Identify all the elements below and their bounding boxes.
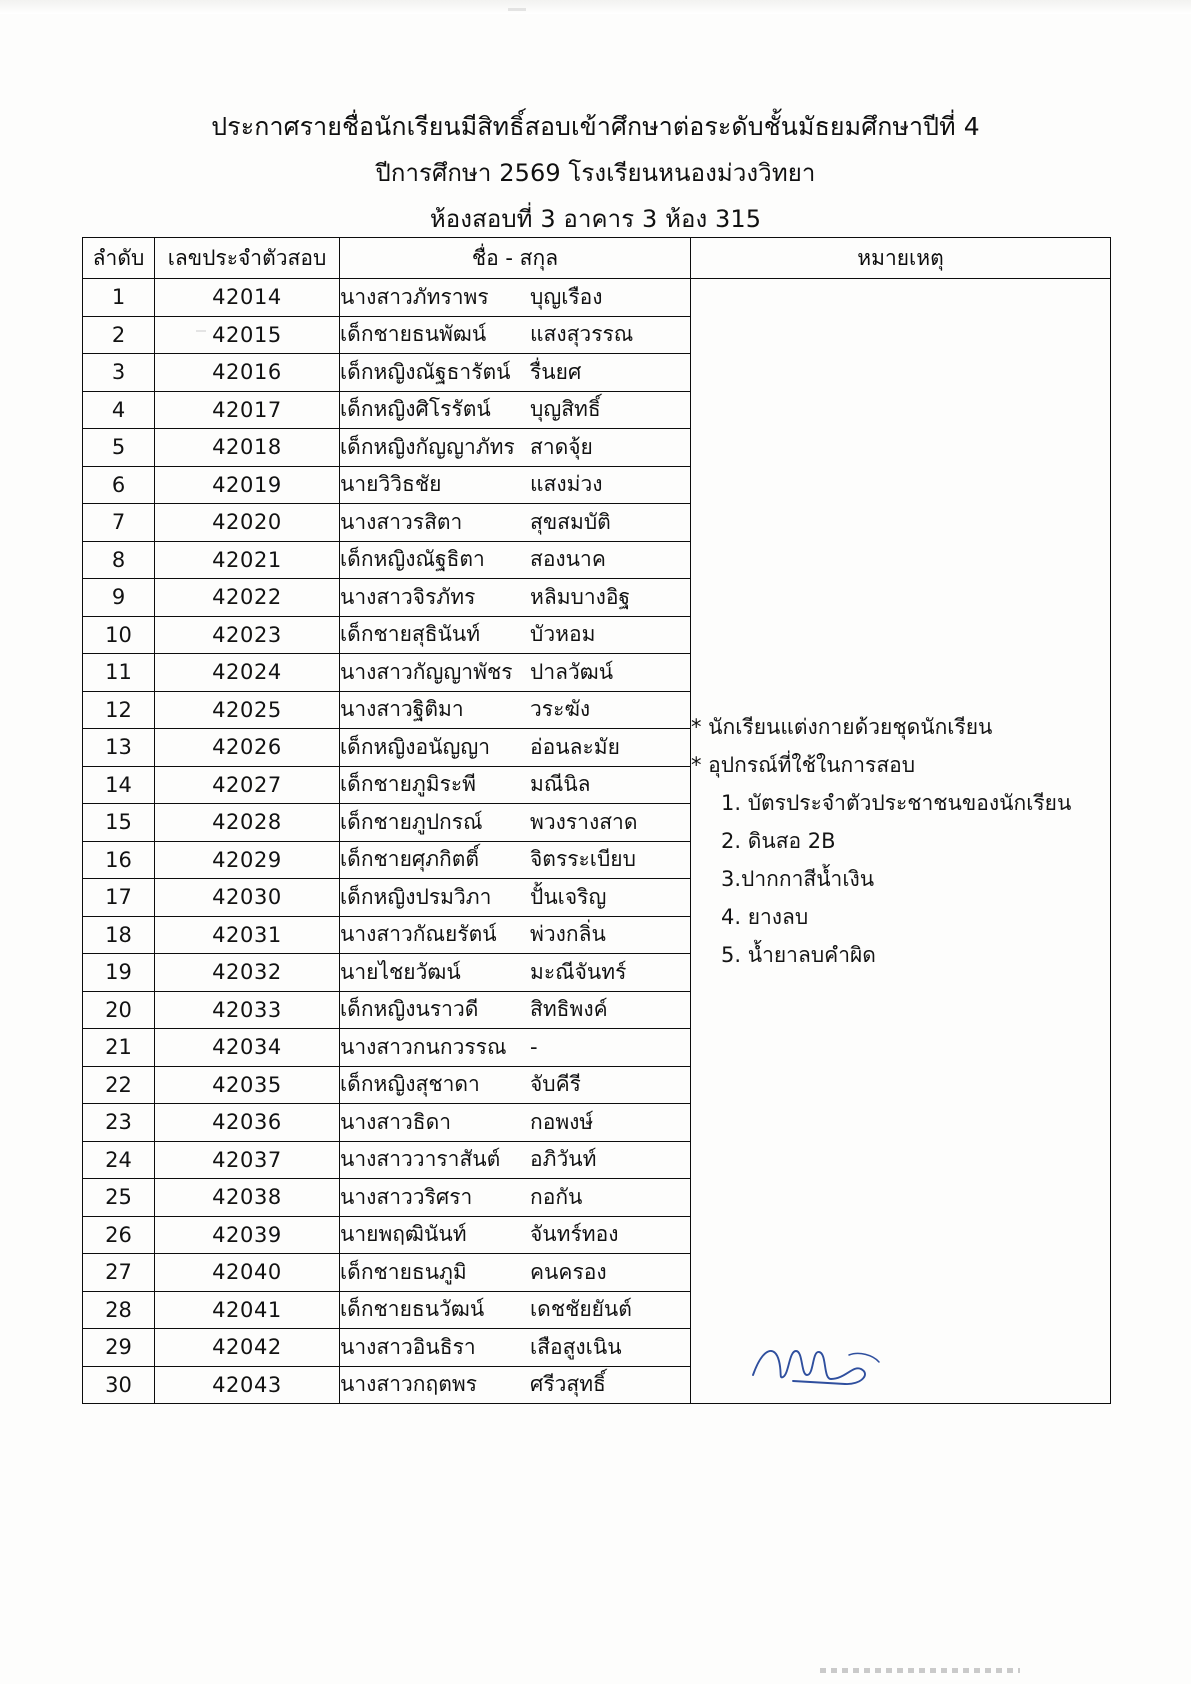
cell-exam-code: 42033 (155, 991, 340, 1029)
cell-row-number: 1 (83, 279, 155, 317)
cell-exam-code: 42023 (155, 616, 340, 654)
cell-student-name (340, 1216, 691, 1254)
cell-exam-code: 42027 (155, 766, 340, 804)
cell-row-number: 28 (83, 1291, 155, 1329)
student-family-name: กอกัน (530, 1184, 583, 1209)
student-given-name: เด็กชายสุธินันท์ (340, 622, 481, 647)
cell-row-number: 21 (83, 1029, 155, 1067)
student-family-name: จับคีรี (530, 1072, 581, 1097)
cell-exam-code: 42038 (155, 1179, 340, 1217)
student-family-name: อ่อนละมัย (530, 734, 620, 759)
roster-table (82, 237, 1111, 1404)
handwritten-signature (749, 1335, 899, 1391)
note-line: 5. น้ำยาลบคำผิด (721, 943, 876, 967)
student-given-name: นายพฤฒินันท์ (340, 1222, 467, 1247)
student-given-name: เด็กชายภูมิระพี (340, 772, 476, 797)
student-family-name: พ่วงกลิ่น (530, 922, 606, 947)
cell-exam-code: 42042 (155, 1329, 340, 1367)
student-family-name: บุญสิทธิ์ (530, 397, 601, 422)
scan-footer-mark (820, 1668, 1020, 1673)
cell-student-name (340, 391, 691, 429)
note-line: 2. ดินสอ 2B (721, 829, 836, 853)
student-given-name: เด็กหญิงณัฐธารัตน์ (340, 359, 511, 384)
student-family-name: ปั้นเจริญ (530, 884, 607, 909)
cell-row-number: 7 (83, 504, 155, 542)
student-family-name: บัวหอม (530, 622, 596, 647)
cell-exam-code: 42034 (155, 1029, 340, 1067)
cell-student-name (340, 841, 691, 879)
cell-student-name (340, 616, 691, 654)
cell-student-name (340, 316, 691, 354)
cell-student-name (340, 1291, 691, 1329)
cell-row-number: 15 (83, 804, 155, 842)
notes-list (691, 708, 1110, 974)
cell-student-name (340, 879, 691, 917)
student-given-name: เด็กชายภูปกรณ์ (340, 809, 483, 834)
student-given-name: นางสาวรสิตา (340, 509, 463, 534)
cell-exam-code: 42039 (155, 1216, 340, 1254)
cell-student-name (340, 654, 691, 692)
student-family-name: สาดจุ้ย (530, 434, 593, 459)
cell-row-number: 5 (83, 429, 155, 467)
cell-student-name (340, 429, 691, 467)
student-given-name: นางสาวอินธิรา (340, 1334, 476, 1359)
cell-student-name (340, 504, 691, 542)
cell-exam-code: 42036 (155, 1104, 340, 1142)
cell-exam-code: 42021 (155, 541, 340, 579)
title-line-1: ประกาศรายชื่อนักเรียนมีสิทธิ์สอบเข้าศึกษาต่อระดับชั้นมัธยมศึกษาปีที่ 4 (211, 112, 980, 141)
cell-exam-code: 42035 (155, 1066, 340, 1104)
header-row (83, 238, 1111, 279)
cell-exam-code: 42017 (155, 391, 340, 429)
cell-row-number: 27 (83, 1254, 155, 1292)
table-row (83, 279, 1111, 317)
student-family-name: พวงรางสาด (530, 809, 638, 834)
cell-exam-code: 42019 (155, 466, 340, 504)
cell-exam-code: 42028 (155, 804, 340, 842)
note-line: * อุปกรณ์ที่ใช้ในการสอบ (691, 753, 916, 777)
cell-student-name (340, 766, 691, 804)
cell-row-number: 3 (83, 354, 155, 392)
student-given-name: นางสาวกัณยรัตน์ (340, 922, 497, 947)
student-family-name: มะณีจันทร์ (530, 959, 627, 984)
student-family-name: กอพงษ์ (530, 1109, 594, 1134)
cell-row-number: 20 (83, 991, 155, 1029)
cell-exam-code: 42043 (155, 1366, 340, 1404)
student-given-name: นางสาวกนกวรรณ (340, 1034, 507, 1059)
column-header-name: ชื่อ - สกุล (340, 238, 691, 279)
student-family-name: มณีนิล (530, 772, 591, 797)
cell-student-name (340, 954, 691, 992)
cell-notes (691, 279, 1111, 1404)
cell-row-number: 11 (83, 654, 155, 692)
cell-row-number: 24 (83, 1141, 155, 1179)
student-given-name: เด็กหญิงศิโรรัตน์ (340, 397, 491, 422)
cell-student-name (340, 991, 691, 1029)
cell-row-number: 17 (83, 879, 155, 917)
student-given-name: เด็กหญิงณัฐธิตา (340, 547, 485, 572)
cell-exam-code: 42022 (155, 579, 340, 617)
cell-student-name (340, 279, 691, 317)
student-family-name: หลิมบางอิฐ (530, 584, 631, 609)
student-family-name: จิตรระเบียบ (530, 847, 636, 872)
student-family-name: สิทธิพงค์ (530, 997, 608, 1022)
cell-student-name (340, 466, 691, 504)
student-given-name: เด็กชายธนภูมิ (340, 1259, 467, 1284)
student-given-name: เด็กชายธนพัฒน์ (340, 322, 487, 347)
cell-row-number: 19 (83, 954, 155, 992)
student-given-name: เด็กหญิงกัญญาภัทร (340, 434, 515, 459)
cell-row-number: 8 (83, 541, 155, 579)
student-given-name: นางสาวกฤตพร (340, 1372, 477, 1397)
cell-exam-code: 42026 (155, 729, 340, 767)
student-family-name: สุขสมบัติ (530, 509, 611, 534)
student-family-name: เสือสูงเนิน (530, 1334, 622, 1359)
cell-student-name (340, 804, 691, 842)
cell-exam-code: 42041 (155, 1291, 340, 1329)
cell-exam-code: 42031 (155, 916, 340, 954)
student-given-name: นายไชยวัฒน์ (340, 959, 461, 984)
cell-student-name (340, 691, 691, 729)
cell-row-number: 16 (83, 841, 155, 879)
student-given-name: นางสาวฐิติมา (340, 697, 464, 722)
table-header (83, 238, 1111, 279)
cell-row-number: 26 (83, 1216, 155, 1254)
cell-student-name (340, 1104, 691, 1142)
student-family-name: ปาลวัฒน์ (530, 659, 614, 684)
cell-exam-code: 42015 (155, 316, 340, 354)
cell-exam-code: 42029 (155, 841, 340, 879)
title-line-3: ห้องสอบที่ 3 อาคาร 3 ห้อง 315 (429, 205, 762, 233)
cell-row-number: 13 (83, 729, 155, 767)
table-body (83, 279, 1111, 1404)
student-given-name: นางสาววริศรา (340, 1184, 473, 1209)
column-header-exam-code: เลขประจำตัวสอบ (155, 238, 340, 279)
cell-student-name (340, 579, 691, 617)
student-given-name: นางสาวธิดา (340, 1109, 452, 1134)
student-family-name: ศรีวสุทธิ์ (530, 1372, 606, 1397)
student-given-name: นายวิวิธชัย (340, 472, 442, 497)
cell-row-number: 12 (83, 691, 155, 729)
column-header-notes: หมายเหตุ (691, 238, 1111, 279)
cell-student-name (340, 1141, 691, 1179)
student-family-name: สองนาค (530, 547, 606, 572)
cell-row-number: 23 (83, 1104, 155, 1142)
cell-student-name (340, 1329, 691, 1367)
cell-exam-code: 42040 (155, 1254, 340, 1292)
cell-student-name (340, 1029, 691, 1067)
cell-exam-code: 42018 (155, 429, 340, 467)
roster-table-container (82, 237, 1110, 1404)
student-family-name: คนครอง (530, 1259, 607, 1284)
cell-row-number: 2 (83, 316, 155, 354)
cell-student-name (340, 1066, 691, 1104)
student-family-name: - (530, 1034, 538, 1059)
cell-row-number: 18 (83, 916, 155, 954)
student-given-name: นางสาวกัญญาพัชร (340, 659, 513, 684)
note-line: 3.ปากกาสีน้ำเงิน (721, 867, 875, 891)
student-family-name: เดชชัยยันต์ (530, 1297, 632, 1322)
cell-exam-code: 42014 (155, 279, 340, 317)
student-family-name: รื่นยศ (530, 359, 582, 384)
student-given-name: นางสาววาราสันต์ (340, 1147, 501, 1172)
cell-row-number: 10 (83, 616, 155, 654)
student-given-name: นางสาวจิรภัทร (340, 584, 476, 609)
student-family-name: แสงม่วง (530, 472, 603, 497)
student-given-name: เด็กหญิงสุชาดา (340, 1072, 480, 1097)
student-given-name: เด็กหญิงปรมวิภา (340, 884, 492, 909)
cell-student-name (340, 354, 691, 392)
cell-exam-code: 42024 (155, 654, 340, 692)
student-given-name: เด็กชายธนวัฒน์ (340, 1297, 485, 1322)
note-line: 1. บัตรประจำตัวประชาชนของนักเรียน (721, 791, 1072, 815)
cell-row-number: 6 (83, 466, 155, 504)
note-line: 4. ยางลบ (721, 905, 809, 929)
cell-exam-code: 42030 (155, 879, 340, 917)
cell-row-number: 22 (83, 1066, 155, 1104)
student-family-name: แสงสุวรรณ (530, 322, 634, 347)
student-family-name: อภิวันท์ (530, 1147, 597, 1172)
student-given-name: เด็กหญิงอนัญญา (340, 734, 491, 759)
cell-row-number: 14 (83, 766, 155, 804)
column-header-no: ลำดับ (83, 238, 155, 279)
cell-row-number: 29 (83, 1329, 155, 1367)
cell-exam-code: 42020 (155, 504, 340, 542)
cell-student-name (340, 916, 691, 954)
cell-row-number: 4 (83, 391, 155, 429)
student-given-name: เด็กชายศุภกิตติ์ (340, 847, 480, 872)
cell-exam-code: 42016 (155, 354, 340, 392)
cell-row-number: 30 (83, 1366, 155, 1404)
cell-exam-code: 42037 (155, 1141, 340, 1179)
cell-student-name (340, 1254, 691, 1292)
cell-row-number: 25 (83, 1179, 155, 1217)
document-heading (0, 104, 1191, 242)
student-family-name: บุญเรือง (530, 284, 603, 309)
student-family-name: จันทร์ทอง (530, 1222, 619, 1247)
student-family-name: วระฆัง (530, 697, 591, 722)
cell-exam-code: 42032 (155, 954, 340, 992)
scan-speck (508, 8, 526, 11)
cell-student-name (340, 1179, 691, 1217)
student-given-name: นางสาวภัทราพร (340, 284, 489, 309)
cell-student-name (340, 1366, 691, 1404)
scan-top-edge (0, 0, 1191, 14)
cell-student-name (340, 729, 691, 767)
title-line-2: ปีการศึกษา 2569 โรงเรียนหนองม่วงวิทยา (375, 159, 816, 187)
student-given-name: เด็กหญิงนราวดี (340, 997, 479, 1022)
cell-row-number: 9 (83, 579, 155, 617)
cell-student-name (340, 541, 691, 579)
cell-exam-code: 42025 (155, 691, 340, 729)
note-line: * นักเรียนแต่งกายด้วยชุดนักเรียน (691, 715, 993, 739)
